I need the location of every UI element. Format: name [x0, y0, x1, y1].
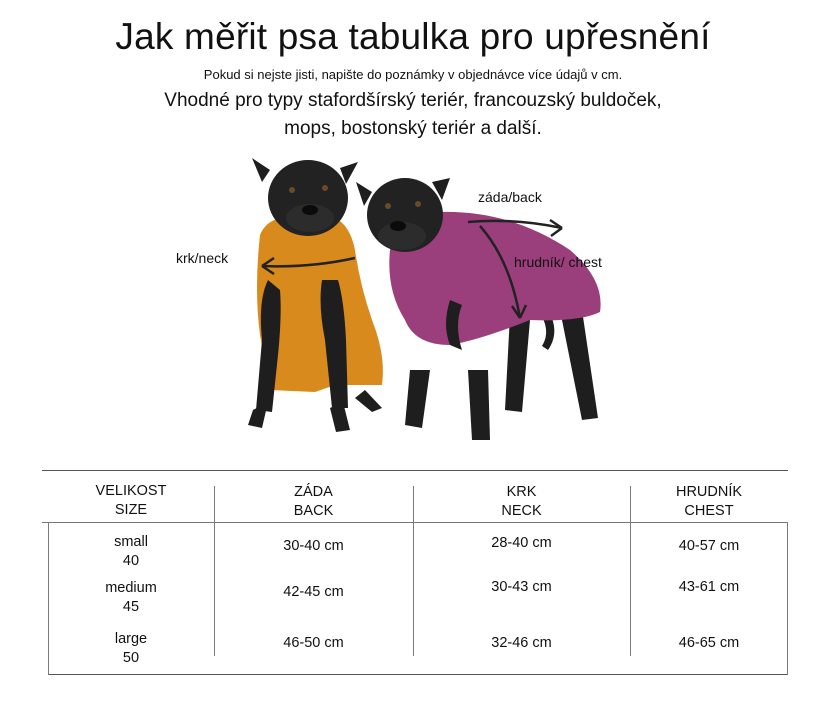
dogs-measurement-photo — [150, 140, 670, 460]
chest-cell: 46-65 cm — [678, 635, 740, 651]
neck-label: krk/neck — [176, 250, 229, 266]
back-label: záda/back — [478, 189, 542, 205]
header-size: VELIKOST SIZE — [95, 483, 167, 518]
suitable-breeds-line-1: Vhodné pro typy stafordšírský teriér, francouzský buldoček, — [164, 90, 662, 111]
size-cell: large 50 — [114, 631, 148, 666]
page-title: Jak měřit psa tabulka pro upřesnění — [115, 16, 711, 57]
header-back: ZÁDA BACK — [293, 484, 334, 519]
size-table — [42, 470, 788, 675]
neck-cell: 32-46 cm — [491, 635, 552, 651]
size-cell: medium 45 — [105, 580, 157, 615]
dog-purple-sweater — [356, 178, 601, 440]
neck-cell: 30-43 cm — [491, 579, 552, 595]
chest-cell: 40-57 cm — [678, 538, 740, 554]
chest-label: hrudník/ chest — [514, 254, 602, 270]
neck-cell: 28-40 cm — [491, 535, 552, 551]
order-note: Pokud si nejste jisti, napište do poznámky v objednávce více údajů v cm. — [203, 67, 623, 82]
header-neck: KRK NECK — [501, 484, 542, 519]
back-cell: 46-50 cm — [283, 635, 344, 651]
header-chest: HRUDNÍK CHEST — [675, 484, 743, 519]
table-header-divider — [42, 522, 788, 523]
table-top-border — [42, 470, 788, 471]
table-bottom-border — [48, 674, 788, 675]
suitable-breeds-line-2: mops, bostonský teriér a další. — [284, 118, 542, 139]
back-cell: 42-45 cm — [283, 584, 344, 600]
chest-cell: 43-61 cm — [678, 579, 740, 595]
size-cell: small 40 — [114, 534, 148, 569]
back-cell: 30-40 cm — [283, 538, 344, 554]
